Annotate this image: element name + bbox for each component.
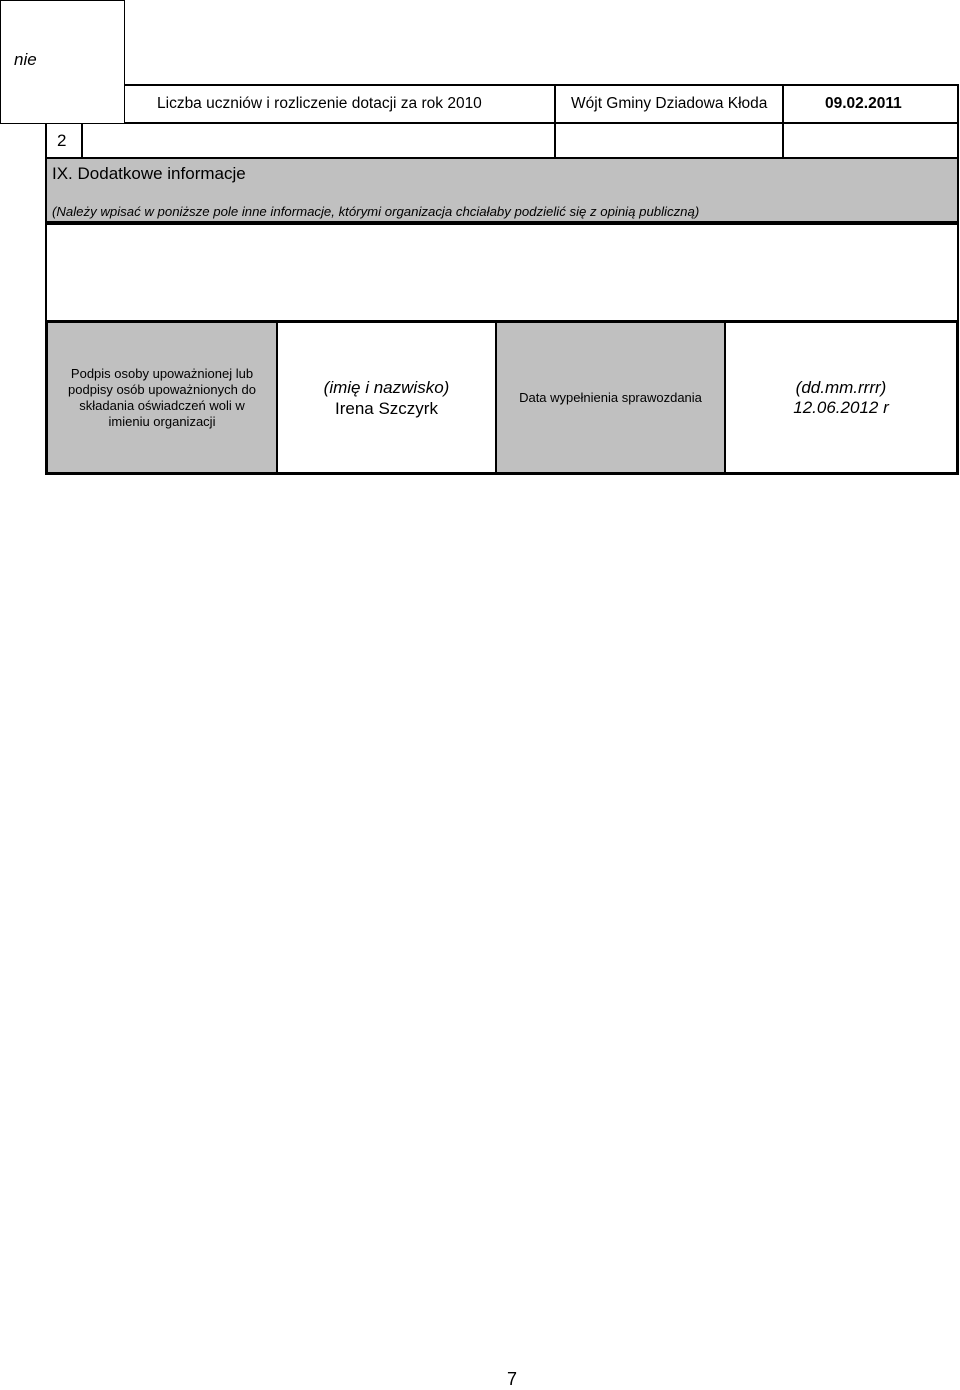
row-divider	[554, 124, 556, 159]
header-divider	[782, 86, 784, 122]
header-authority: Wójt Gminy Dziadowa Kłoda	[571, 95, 768, 112]
header-title: Liczba uczniów i rozliczenie dotacji za rok 2010	[157, 95, 482, 112]
header-date: 09.02.2011	[825, 95, 902, 112]
header-divider	[554, 86, 556, 122]
row-divider	[45, 124, 47, 159]
signature-table	[45, 320, 959, 475]
corner-box-text: nie	[14, 50, 37, 69]
signature-label	[48, 323, 278, 472]
additional-info-field[interactable]	[45, 223, 959, 322]
signature-label-line: Podpis osoby upoważnionej lub	[70, 365, 254, 381]
number-row	[45, 124, 959, 159]
section-ix-note: (Należy wpisać w poniższe pole inne informacje, którymi organizacja chciałaby podzielić się z opinią publiczną)	[52, 204, 700, 219]
row-number: 2	[57, 131, 67, 150]
signatory-name: Irena Szczyrk	[335, 398, 438, 418]
signature-label-line: podpisy osób upoważnionych do	[68, 381, 256, 397]
row-divider	[81, 124, 83, 159]
signature-label-line: imieniu organizacji	[108, 413, 216, 429]
completion-date-field[interactable]	[726, 323, 956, 472]
date-label: Data wypełnienia sprawozdania	[497, 323, 726, 472]
completion-date: 12.06.2012 r	[793, 397, 889, 417]
header-row	[125, 84, 959, 124]
signature-label-line: składania oświadczeń woli w	[79, 397, 245, 413]
date-hint: (dd.mm.rrrr)	[795, 377, 887, 397]
name-hint: (imię i nazwisko)	[323, 377, 450, 397]
section-ix-title: IX. Dodatkowe informacje	[52, 164, 246, 183]
signatory-name-field[interactable]	[278, 323, 497, 472]
row-divider	[782, 124, 784, 159]
page-number: 7	[507, 1369, 518, 1389]
